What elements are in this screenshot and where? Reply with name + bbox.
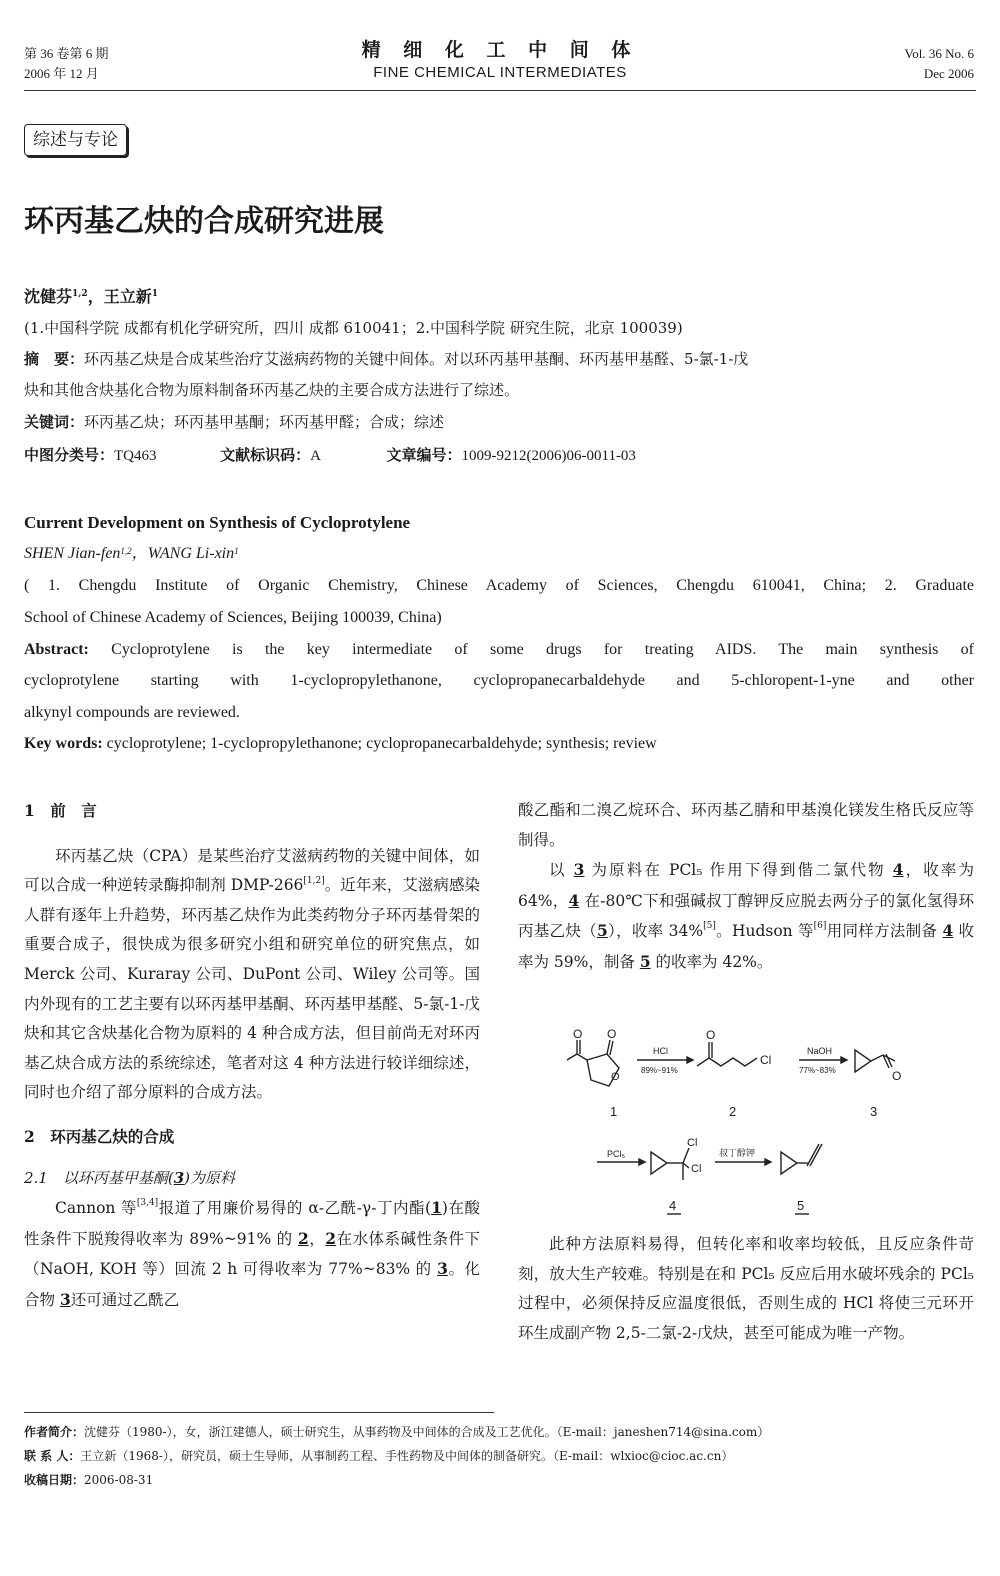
- compound-label-4: 4: [669, 1198, 677, 1213]
- right-column-top: [518, 796, 974, 978]
- date-cn: 2006 年 12 月: [24, 66, 99, 81]
- atom-o: O: [611, 1071, 620, 1083]
- paragraph-continued: 酸乙酯和二溴乙烷环合、环丙基乙腈和甲基溴化镁发生格氏反应等制得。: [518, 801, 974, 849]
- journal-name: [300, 38, 700, 84]
- compound-ref: 4: [892, 860, 904, 880]
- keywords-cn-label: 关键词：: [24, 413, 85, 431]
- affiliation-en-line-1: ( 1. Chengdu Institute of Organic Chemistry, Chinese Academy of Sciences, Chengdu 610041, China; 2. Graduate: [24, 577, 974, 594]
- abstract-cn-text-1: 环丙基乙炔是合成某些治疗艾滋病药物的关键中间体。对以环丙基甲基酮、环丙基甲基醛、5-氯-1-戊: [84, 350, 749, 368]
- pcl5-text-d: 在-80℃下和强碱叔丁醇钾反应脱去两分子的氯化氢得环丙基乙炔（: [518, 891, 975, 941]
- clc-value: TQ463: [114, 448, 157, 464]
- author-sep-en: ，: [131, 545, 148, 562]
- footnote-contact-text: 王立新（1968-），研究员，硕士生导师，从事制药工程、手性药物及中间体的制备研究。（E-mail：wlxioc@cioc.ac.cn）: [80, 1449, 734, 1463]
- footnote-author-label: 作者简介：: [24, 1425, 85, 1439]
- paragraph-evaluation: 此种方法原料易得，但转化率和收率均较低，且反应条件苛刻，放大生产较难。特别是在和 PCl₅ 反应后用水破坏残余的 PCl₅ 过程中，必须保持反应温度很低，否则生成的 HCl 将使三元环开环生成副产物 2,5-二氯-2-戊炔，甚至可能成为唯一产物。: [518, 1235, 974, 1342]
- ref-3-4: [3,4]: [136, 1198, 159, 1209]
- journal-name-cn: 精 细 化 工 中 间 体: [361, 39, 639, 61]
- volume-issue-en: Vol. 36 No. 6: [904, 46, 974, 61]
- paragraph-cannon: [24, 1193, 480, 1315]
- cannon-text-d: ，: [308, 1229, 326, 1248]
- header-volume-cn: [24, 44, 109, 84]
- reaction-arrow-3: [597, 1149, 645, 1165]
- keywords-cn: [24, 411, 976, 433]
- abstract-cn-line-1: [24, 348, 976, 370]
- header-rule: [24, 90, 976, 91]
- compound-ref: 2: [325, 1228, 337, 1248]
- atom-cl: Cl: [760, 1053, 772, 1067]
- compound-label-1: 1: [610, 1104, 618, 1119]
- pcl5-text-f: 。Hudson 等: [715, 922, 814, 941]
- volume-issue-cn: 第 36 卷第 6 期: [24, 46, 109, 61]
- footnote-author: [24, 1422, 769, 1442]
- ref-5: [5]: [703, 921, 716, 932]
- reaction-arrow-4: [715, 1147, 771, 1165]
- abstract-en-line-3: alkynyl compounds are reviewed.: [24, 704, 240, 721]
- author-1-cn: 沈健芬: [24, 287, 73, 306]
- affiliation-cn: (1.中国科学院 成都有机化学研究所，四川 成都 610041；2.中国科学院 研究生院，北京 100039): [24, 319, 683, 337]
- keywords-en-label: Key words:: [24, 735, 103, 752]
- doc-code-label: 文献标识码：: [220, 446, 311, 464]
- footnote-contact: [24, 1446, 733, 1466]
- atom-cl: Cl: [691, 1163, 702, 1175]
- compound-ref: 3: [173, 1168, 185, 1187]
- authors-en: [24, 543, 976, 565]
- paragraph-pcl5: [518, 855, 974, 977]
- abstract-en-text-1: Cycloprotylene is the key intermediate of some drugs for treating AIDS. The main synthesis of: [111, 641, 974, 658]
- header-volume-en: [905, 44, 974, 84]
- keywords-cn-text: 环丙基乙炔；环丙基甲基酮；环丙基甲醛；合成；综述: [84, 413, 445, 431]
- atom-o: O: [892, 1069, 902, 1083]
- left-column: [24, 796, 480, 1316]
- cannon-text-e: 在水体系碱性条件下（NaOH, KOH 等）回流 2 h 可得收率为 77%~83% 的: [24, 1229, 480, 1279]
- reagent-hcl: HCl: [653, 1046, 668, 1056]
- compound-ref: 5: [596, 921, 608, 941]
- ref-1-2: [1,2]: [303, 876, 325, 887]
- article-title: 环丙基乙炔的合成研究进展: [24, 204, 384, 239]
- compound-ref: 3: [573, 860, 585, 880]
- section-2-1-text-a: 2.1 以环丙基甲基酮(: [24, 1168, 174, 1187]
- section-1-heading: 1 前 言: [24, 801, 97, 820]
- pcl5-text-a: 以: [549, 861, 574, 880]
- reaction-scheme: [515, 1020, 975, 1220]
- affiliation-en-line-2: School of Chinese Academy of Sciences, Beijing 100039, China): [24, 609, 442, 626]
- compound-ref: 3: [437, 1259, 448, 1279]
- footnote-received-text: 2006-08-31: [84, 1473, 154, 1487]
- author-1-en: SHEN Jian-fen: [24, 545, 121, 562]
- article-no-value: 1009-9212(2006)06-0011-03: [461, 448, 636, 464]
- compound-ref: 4: [568, 890, 580, 910]
- compound-label-2: 2: [729, 1104, 737, 1119]
- author-sep-cn: ，: [87, 287, 104, 306]
- classification-line: [24, 444, 976, 467]
- author-1-affil-en: 1,2: [120, 546, 132, 556]
- compound-4-structure: [651, 1137, 701, 1180]
- pcl5-text-c: ，收率为 64%，: [518, 861, 974, 910]
- ref-6: [6]: [813, 921, 827, 932]
- footnote-contact-label: 联 系 人：: [24, 1449, 81, 1463]
- author-2-affil-cn: 1: [151, 289, 158, 299]
- abstract-en-label: Abstract:: [24, 641, 89, 658]
- compound-label-3: 3: [870, 1104, 878, 1119]
- compound-ref: 2: [298, 1228, 309, 1248]
- cannon-text-a: Cannon 等: [55, 1199, 137, 1218]
- reagent-kotbu: 叔丁醇钾: [719, 1148, 756, 1158]
- author-2-affil-en: 1: [234, 546, 239, 556]
- date-en: Dec 2006: [923, 66, 974, 81]
- atom-o: O: [607, 1027, 617, 1041]
- compound-2-structure: [697, 1028, 771, 1067]
- authors-cn: [24, 286, 976, 308]
- intro-text-a: 环丙基乙炔（CPA）是某些治疗艾滋病药物的关键中间体，如可以合成一种逆转录酶抑制剂 DMP-266: [24, 846, 480, 895]
- section-tag: 综述与专论: [24, 124, 127, 156]
- yield-2: 77%~83%: [799, 1066, 836, 1075]
- reagent-pcl5: PCl₅: [607, 1149, 626, 1159]
- article-no-label: 文章编号：: [386, 446, 462, 464]
- doc-code-value: A: [310, 448, 321, 464]
- abstract-en-line-2: cycloprotylene starting with 1-cyclopropylethanone, cyclopropanecarbaldehyde and 5-chloropent-1-yne and other: [24, 672, 974, 689]
- cannon-text-b: 报道了用廉价易得的 α-乙酰-γ-丁内酯(: [158, 1199, 432, 1218]
- compound-1-structure: [567, 1027, 620, 1086]
- footnote-received: [24, 1470, 153, 1490]
- cannon-text-f: 。化合物: [24, 1260, 480, 1309]
- atom-o: O: [573, 1027, 583, 1041]
- intro-text-b: 。近年来，艾滋病感染人群有逐年上升趋势，环丙基乙炔作为此类药物分子环丙基骨架的重要合成子，很快成为很多研究小组和研究单位的研究焦点，如 Merck 公司、Kuraray 公司、DuPont 公司、Wiley 公司等。国内外现有的工艺主要有以环丙基甲基酮、环丙基甲基醛、5-氯-1-戊炔和其它含炔基化合物为原料的 4 种合成方法，但目前尚无对环丙基乙炔合成方法的系统综述，笔者对这 4 种方法进行较详细综述，同时也介绍了部分原料的合成方法。: [24, 876, 480, 1102]
- abstract-en-line-1: [24, 639, 974, 661]
- footnote-rule: [24, 1412, 494, 1413]
- abstract-cn-line-2: 炔和其他含炔基化合物为原料制备环丙基乙炔的主要合成方法进行了综述。: [24, 381, 520, 399]
- clc-label: 中图分类号：: [24, 446, 115, 464]
- reaction-arrow-2: [799, 1046, 847, 1075]
- abstract-cn-label: 摘 要：: [24, 350, 85, 368]
- compound-ref: 1: [431, 1198, 442, 1218]
- atom-cl: Cl: [687, 1137, 698, 1149]
- reaction-arrow-1: [637, 1046, 693, 1075]
- right-column-bottom: [518, 1230, 974, 1348]
- section-2-heading: 2 环丙基乙炔的合成: [24, 1126, 175, 1146]
- section-2-1-text-b: )为原料: [184, 1168, 236, 1187]
- cannon-text-g: 还可通过乙酰乙: [70, 1290, 180, 1309]
- pcl5-text-e: ），收率 34%: [607, 922, 704, 941]
- pcl5-text-i: 的收率为 42%。: [650, 952, 773, 971]
- yield-1: 89%~91%: [641, 1066, 678, 1075]
- cannon-text-c: )在酸性条件下脱羧得收率为 89%~91% 的: [24, 1199, 480, 1248]
- compound-3-structure: [855, 1050, 901, 1083]
- author-2-cn: 王立新: [103, 287, 152, 306]
- compound-ref: 3: [59, 1289, 71, 1309]
- author-1-affil-cn: 1,2: [72, 289, 88, 299]
- pcl5-text-h: 收率为 59%，制备: [518, 922, 974, 971]
- journal-name-en: FINE CHEMICAL INTERMEDIATES: [373, 64, 627, 81]
- reagent-naoh: NaOH: [807, 1046, 833, 1056]
- pcl5-text-b: 为原料在 PCl₅ 作用下得到偕二氯代物: [584, 861, 893, 880]
- compound-ref: 5: [639, 951, 651, 971]
- keywords-en: [24, 733, 974, 755]
- keywords-en-text: cycloprotylene; 1-cyclopropylethanone; cyclopropanecarbaldehyde; synthesis; review: [106, 735, 657, 752]
- footnote-author-text: 沈健芬（1980-），女，浙江建德人，硕士研究生，从事药物及中间体的合成及工艺优化。（E-mail：janeshen714@sina.com）: [84, 1425, 770, 1439]
- footnote-received-label: 收稿日期：: [24, 1473, 85, 1487]
- compound-label-5: 5: [797, 1198, 805, 1213]
- article-title-en: Current Development on Synthesis of Cycloprotylene: [24, 513, 411, 532]
- author-2-en: WANG Li-xin: [147, 545, 235, 562]
- pcl5-text-g: 用同样方法制备: [826, 922, 943, 941]
- compound-ref: 4: [942, 921, 954, 941]
- paragraph-intro: [24, 842, 480, 1108]
- atom-o: O: [706, 1028, 716, 1042]
- compound-5-structure: [781, 1144, 822, 1174]
- section-2-1-heading: [24, 1164, 480, 1194]
